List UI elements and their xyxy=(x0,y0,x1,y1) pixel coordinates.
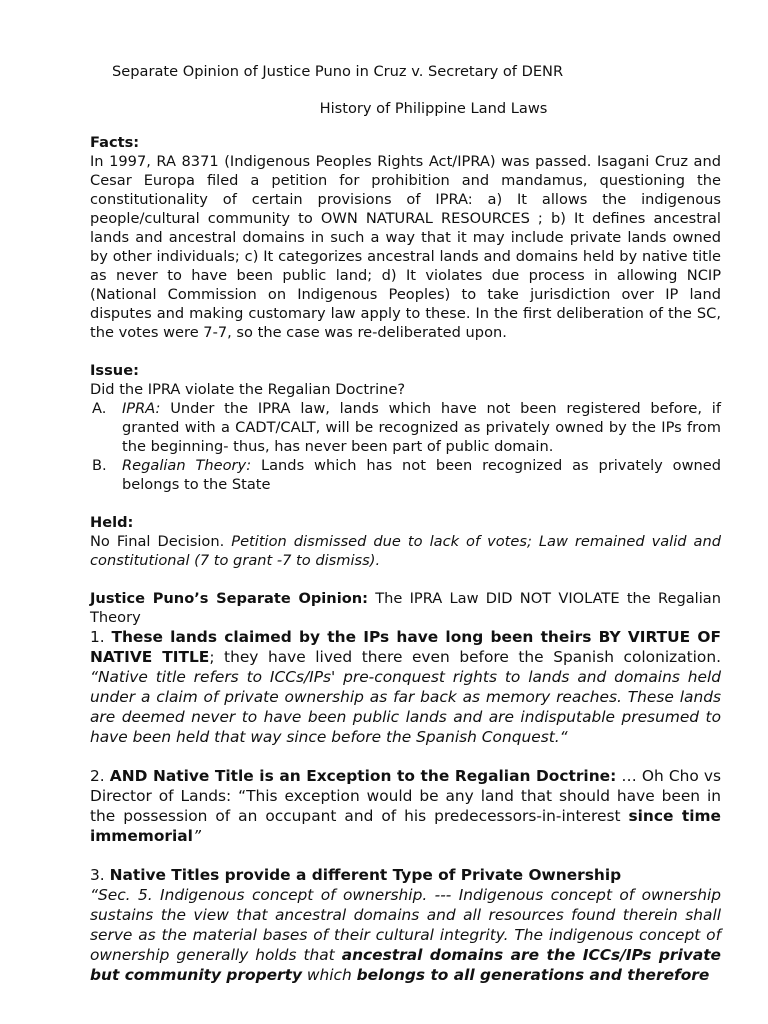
list-marker: A. xyxy=(92,400,107,417)
point-number: 3. xyxy=(90,866,110,884)
held-section xyxy=(90,513,721,570)
point-2-plain: … Oh Cho vs Director of Lands: “This exception would be any land that should have been in the possession of an occupant and of his predecessors-in-interest xyxy=(90,767,721,825)
point-number: 2. xyxy=(90,767,110,785)
issue-item-text: Under the IPRA law, lands which have not been registered before, if granted with a CADT/CALT, will be recognized as privately owned by the IPs from the beginning- thus, has never been part of public domain. xyxy=(122,400,721,455)
held-heading: Held: xyxy=(90,514,134,531)
puno-section xyxy=(90,589,721,985)
issue-list xyxy=(90,399,721,494)
point-3-quote-d: belongs to all generations and therefore xyxy=(356,966,710,984)
held-body xyxy=(90,532,721,570)
puno-point-1 xyxy=(90,627,721,747)
facts-body: In 1997, RA 8371 (Indigenous Peoples Rights Act/IPRA) was passed. Isagani Cruz and Cesar Europa filed a petition for prohibition and mandamus, questioning the constitutionality of certain provisions of IPRA: a) It allows the indigenous people/cultural community to OWN NATURAL RESOURCES ; b) It defines ancestral lands and ancestral domains in such a way that it may include private lands owned by other individuals; c) It categorizes ancestral lands and domains held by native title as never to have been public land; d) It violates due process in allowing NCIP (National Commission on Indigenous Peoples) to take jurisdiction over IP land disputes and making customary law apply to these. In the first deliberation of the SC, the votes were 7-7, so the case was re-deliberated upon. xyxy=(90,153,721,341)
facts-section xyxy=(90,133,721,342)
document-subtitle: History of Philippine Land Laws xyxy=(319,100,548,117)
issue-item-a xyxy=(92,399,721,456)
puno-point-3-quote xyxy=(90,885,721,985)
issue-item-term: Regalian Theory: xyxy=(122,457,252,474)
point-2-bold-end: since time immemorial xyxy=(90,807,721,845)
issue-item-term: IPRA: xyxy=(122,400,161,417)
point-3-quote-a: “Sec. 5. Indigenous concept of ownership. --- Indigenous concept of ownership sustains the view that ancestral domains and all resources found therein shall serve as the material bases of their cultural integrity. The indigenous concept of ownership generally holds that xyxy=(90,886,721,964)
point-1-plain: ; they have lived there even before the Spanish colonization. xyxy=(209,648,721,666)
facts-heading: Facts: xyxy=(90,134,140,151)
issue-item-b xyxy=(92,456,721,494)
point-number: 1. xyxy=(90,628,112,646)
point-3-quote-b: ancestral domains are the ICCs/IPs private but community property xyxy=(90,946,721,984)
point-3-quote-c: which xyxy=(302,966,357,984)
point-1-bold: These lands claimed by the IPs have long been theirs BY VIRTUE OF NATIVE TITLE xyxy=(90,628,721,666)
puno-heading-bold: Justice Puno’s Separate Opinion: xyxy=(90,590,368,607)
held-plain: No Final Decision. xyxy=(90,533,232,550)
puno-heading xyxy=(90,589,721,627)
point-2-bold: AND Native Title is an Exception to the Regalian Doctrine: xyxy=(109,767,617,785)
point-2-close: ” xyxy=(192,827,201,845)
issue-item-text: Lands which has not been recognized as privately owned belongs to the State xyxy=(122,457,721,493)
point-1-quote: “Native title refers to ICCs/IPs' pre-conquest rights to lands and domains held under a claim of private ownership as far back as memory reaches. These lands are deemed never to have been public lands and are indisputable presumed to have been held that way since before the Spanish Conquest.“ xyxy=(90,668,721,746)
list-marker: B. xyxy=(92,457,107,474)
issue-section xyxy=(90,361,721,494)
document-page xyxy=(90,62,721,985)
held-italic: Petition dismissed due to lack of votes; Law remained valid and constitutional (7 to grant -7 to dismiss). xyxy=(90,533,722,569)
document-title: Separate Opinion of Justice Puno in Cruz v. Secretary of DENR xyxy=(112,63,564,80)
point-3-bold: Native Titles provide a different Type of Private Ownership xyxy=(109,866,622,884)
puno-point-3-heading xyxy=(90,865,721,885)
puno-heading-rest: The IPRA Law DID NOT VIOLATE the Regalian Theory xyxy=(90,590,721,626)
puno-point-2 xyxy=(90,766,721,846)
issue-heading: Issue: xyxy=(90,362,139,379)
issue-question: Did the IPRA violate the Regalian Doctrine? xyxy=(90,381,406,398)
